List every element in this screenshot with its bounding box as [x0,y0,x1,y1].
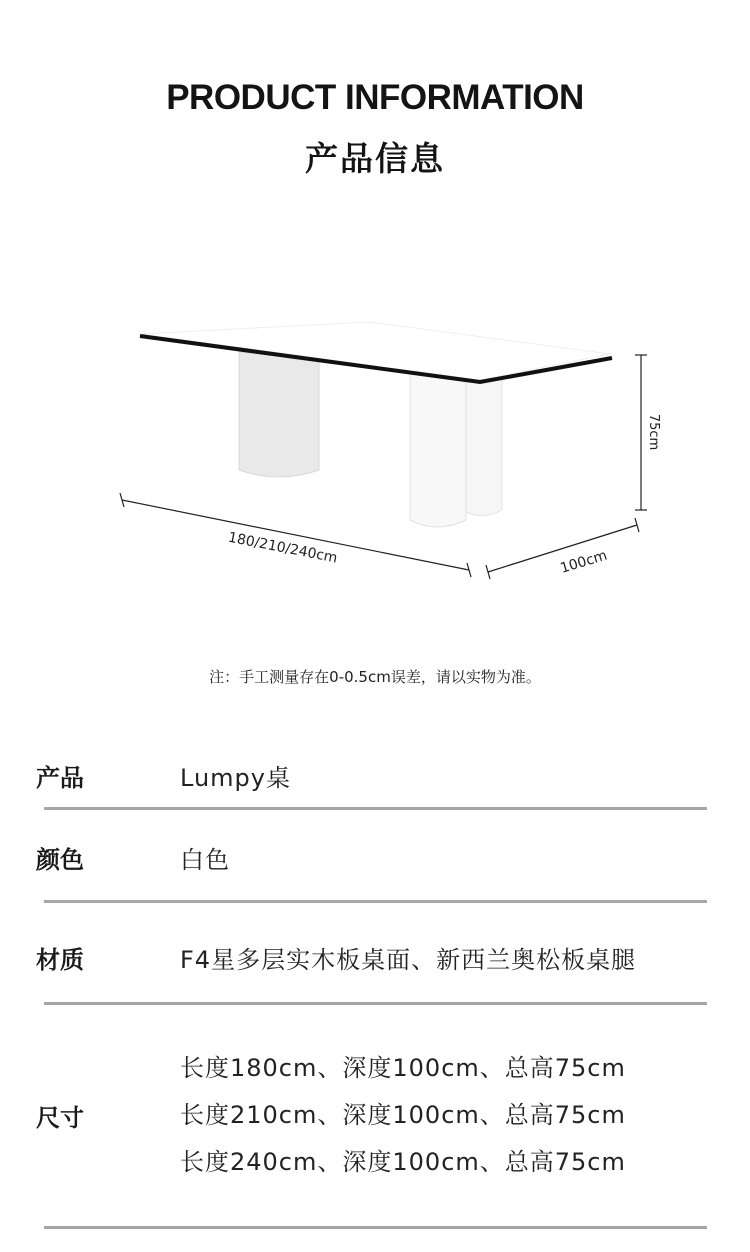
size-option: 长度210cm、深度100cm、总高75cm [180,1101,626,1129]
size-list [180,1048,626,1189]
spec-value-color: 白色 [180,846,230,874]
left-leg [239,352,319,477]
divider [44,1002,707,1005]
size-option: 长度180cm、深度100cm、总高75cm [180,1054,626,1082]
right-leg-back [466,372,502,516]
spec-label-color: 颜色 [36,846,84,874]
table-dimension-illustration [100,300,680,600]
divider [44,1226,707,1229]
divider [44,807,707,810]
right-leg-front [410,372,466,527]
spec-label-size: 尺寸 [36,1104,84,1132]
spec-value-product: Lumpy桌 [180,764,291,792]
page-title-zh: 产品信息 [305,139,445,178]
spec-value-material: F4星多层实木板桌面、新西兰奥松板桌腿 [180,946,637,974]
length-label: 180/210/240cm [226,529,339,567]
page-title-en: PRODUCT INFORMATION [166,78,584,117]
height-label: 75cm [646,413,661,451]
height-dimension [635,355,647,510]
spec-label-material: 材质 [36,946,84,974]
spec-label-product: 产品 [36,764,84,792]
size-option: 长度240cm、深度100cm、总高75cm [180,1148,626,1176]
depth-label: 100cm [558,547,610,577]
measurement-note: 注：手工测量存在0-0.5cm误差，请以实物为准。 [209,668,541,686]
divider [44,900,707,903]
